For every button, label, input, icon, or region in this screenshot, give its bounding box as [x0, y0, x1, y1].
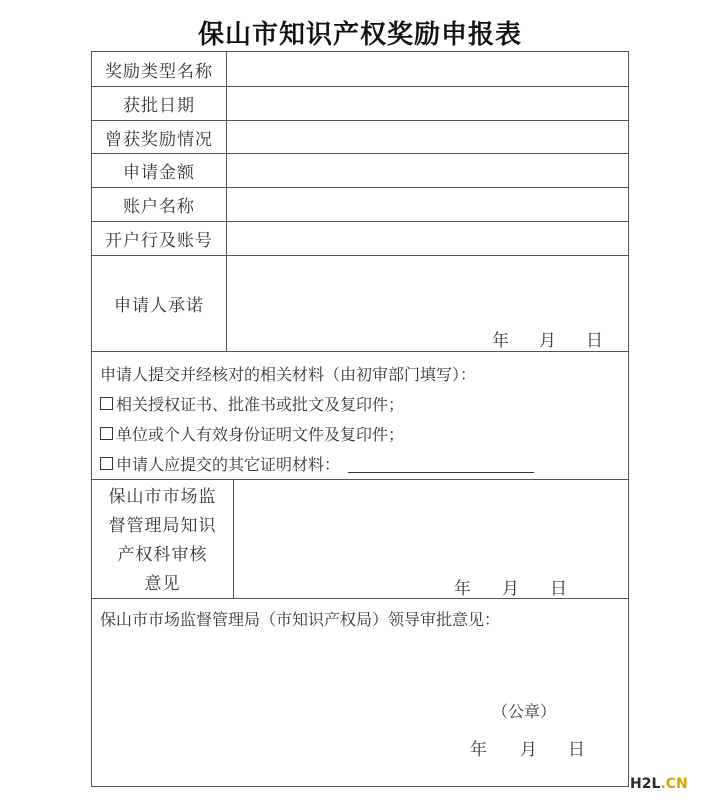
materials-item-identity-label: 单位或个人有效身份证明文件及复印件； — [116, 425, 405, 444]
commitment-date-day: 日 — [586, 331, 603, 351]
review-label-line-3: 产权科审核 — [117, 545, 208, 565]
row-materials — [92, 352, 628, 480]
approval-date-label: 获批日期 — [92, 87, 227, 120]
materials-item-identity — [100, 422, 404, 445]
account-name-label: 账户名称 — [92, 188, 227, 221]
review-date-year: 年 — [454, 579, 471, 599]
bank-account-field[interactable] — [227, 222, 628, 255]
prior-awards-label: 曾获奖励情况 — [92, 121, 227, 153]
page-title: 保山市知识产权奖励申报表 — [197, 20, 522, 50]
review-label-line-1: 保山市市场监 — [108, 487, 217, 507]
review-label-line-2: 督管理局知识 — [108, 516, 217, 536]
materials-item-certificate — [100, 392, 404, 415]
review-label-line-4: 意见 — [144, 574, 181, 594]
other-materials-fill-line[interactable] — [348, 471, 534, 473]
application-form — [91, 51, 629, 787]
leader-approval-heading: 保山市市场监督管理局（市知识产权局）领导审批意见： — [100, 610, 501, 629]
row-commitment — [92, 256, 628, 352]
row-approval-date — [92, 87, 628, 121]
amount-field[interactable] — [227, 154, 628, 187]
row-award-type — [92, 52, 628, 87]
prior-awards-field[interactable] — [227, 121, 628, 153]
row-leader-approval — [92, 599, 628, 786]
account-name-field[interactable] — [227, 188, 628, 221]
watermark-part-2: .CN — [660, 776, 688, 792]
row-amount — [92, 154, 628, 188]
checkbox-certificate[interactable] — [100, 397, 113, 410]
review-opinion-field[interactable] — [234, 480, 628, 598]
checkbox-other[interactable] — [100, 457, 113, 470]
row-review — [92, 480, 628, 599]
review-date-month: 月 — [502, 579, 519, 599]
official-seal-label: （公章） — [492, 702, 557, 721]
review-label — [92, 480, 234, 598]
materials-heading: 申请人提交并经核对的相关材料（由初审部门填写）： — [100, 365, 477, 384]
materials-item-other — [100, 452, 534, 475]
leader-date-day: 日 — [568, 740, 585, 760]
amount-label: 申请金额 — [92, 154, 227, 187]
commitment-date-year: 年 — [492, 331, 509, 351]
award-type-field[interactable] — [227, 52, 628, 86]
site-watermark — [630, 776, 688, 792]
review-date-day: 日 — [550, 579, 567, 599]
commitment-date-month: 月 — [539, 331, 556, 351]
approval-date-field[interactable] — [227, 87, 628, 120]
watermark-part-1: H2L — [630, 776, 661, 792]
row-bank-account — [92, 222, 628, 256]
award-type-label: 奖励类型名称 — [92, 52, 227, 86]
checkbox-identity[interactable] — [100, 427, 113, 440]
bank-account-label: 开户行及账号 — [92, 222, 227, 255]
materials-item-certificate-label: 相关授权证书、批准书或批文及复印件； — [116, 395, 405, 414]
row-prior-awards — [92, 121, 628, 154]
leader-date-month: 月 — [520, 740, 537, 760]
row-account-name — [92, 188, 628, 222]
commitment-label: 申请人承诺 — [92, 256, 227, 351]
materials-item-other-label: 申请人应提交的其它证明材料： — [116, 455, 341, 474]
leader-date-year: 年 — [470, 740, 487, 760]
commitment-field[interactable] — [227, 256, 628, 351]
